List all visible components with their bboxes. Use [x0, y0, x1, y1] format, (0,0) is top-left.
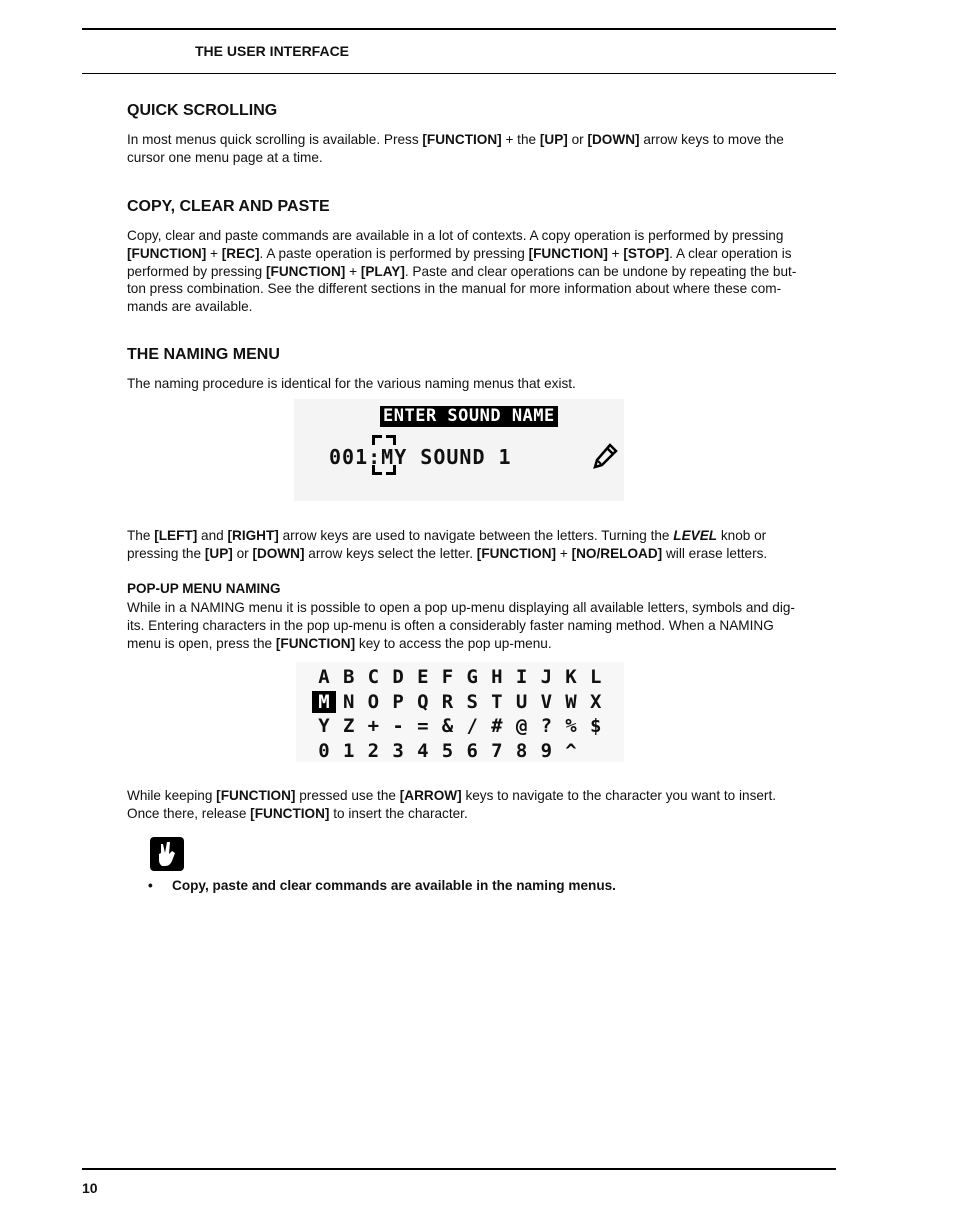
character-cell[interactable]: S [466, 690, 478, 713]
character-cell[interactable]: % [565, 715, 577, 737]
popup-naming-text: While in a NAMING menu it is possible to open a pop up-menu displaying all available letters, symbols and dig- its. Entering characters in the pop up-menu is often a considerably faster naming method. When a NAMING menu is open, press the [FUNCTION] key to access the pop up-menu. [127, 600, 795, 651]
character-cell[interactable]: 3 [392, 739, 404, 762]
character-cell[interactable]: 7 [491, 739, 503, 762]
character-cell[interactable]: / [466, 715, 478, 737]
character-cell[interactable]: R [441, 690, 454, 713]
character-cell[interactable]: X [589, 690, 602, 713]
character-cell[interactable]: G [466, 666, 478, 688]
character-cell[interactable]: O [367, 690, 380, 713]
character-cell[interactable]: 0 [318, 739, 330, 762]
character-cell[interactable]: A [318, 666, 330, 688]
character-cell[interactable]: P [392, 690, 404, 713]
naming-menu-intro: The naming procedure is identical for the various naming menus that exist. [127, 376, 576, 391]
character-cell[interactable]: W [565, 690, 577, 713]
section-heading-copy-clear-paste: COPY, CLEAR AND PASTE [127, 198, 330, 215]
popup-naming-instructions: While keeping [FUNCTION] pressed use the [ARROW] keys to navigate to the character you want to insert. Once there, release [FUNCTION] to insert the character. [127, 788, 777, 821]
top-rule-1 [82, 28, 836, 30]
character-cell[interactable]: 8 [515, 739, 528, 762]
naming-screen-title: ENTER SOUND NAME [380, 406, 558, 427]
naming-menu-description: The [LEFT] and [RIGHT] arrow keys are used to navigate between the letters. Turning the LEVEL knob or pressing the [UP] or [DOWN] arrow keys select the letter. [FUNCTION] + [NO/RELOAD] will erase letters. [127, 528, 768, 561]
character-cell[interactable]: J [540, 666, 553, 688]
character-cell[interactable]: C [367, 666, 380, 688]
character-cell[interactable]: H [491, 666, 503, 688]
character-cell[interactable]: - [392, 715, 404, 737]
quick-scrolling-text: In most menus quick scrolling is available. Press [FUNCTION] + the [UP] or [DOWN] arrow keys to move the cursor one menu page at a time. [127, 132, 784, 165]
character-cell[interactable]: B [342, 666, 355, 688]
character-cell[interactable]: N [342, 690, 355, 713]
character-cell[interactable]: 1 [342, 739, 355, 762]
character-cell[interactable]: + [367, 715, 380, 737]
copy-clear-paste-text: Copy, clear and paste commands are available in a lot of contexts. A copy operation is performed by pressing [FUNCTION] + [REC]. A paste operation is performed by pressing [FUNCTION] + [STOP]. A clear operation is performed by pressing [FUNCTION] + [PLAY]. Paste and clear operations can be undone by repeating the but- ton press combination. See the different sections in the manual for more information about where these com- mands are available. [127, 228, 797, 315]
character-cell[interactable]: K [565, 666, 577, 688]
character-cell[interactable]: @ [515, 715, 528, 737]
character-cell[interactable]: 9 [540, 739, 553, 762]
character-cell[interactable]: E [417, 666, 429, 688]
character-cell[interactable]: Z [342, 715, 355, 737]
character-cell[interactable]: T [491, 690, 503, 713]
peace-hand-icon [150, 837, 184, 871]
page-number: 10 [82, 1180, 98, 1196]
top-rule-2 [82, 73, 836, 74]
note-text: Copy, paste and clear commands are available in the naming menus. [172, 878, 616, 893]
character-cell[interactable]: Q [417, 690, 429, 713]
character-cell[interactable]: 4 [417, 739, 429, 762]
character-cell[interactable]: L [589, 666, 602, 688]
character-cell[interactable]: ? [540, 715, 553, 737]
character-cell[interactable]: V [540, 690, 553, 713]
section-heading-quick-scrolling: QUICK SCROLLING [127, 102, 278, 119]
running-head: THE USER INTERFACE [195, 43, 350, 59]
character-popup-menu [296, 662, 624, 762]
character-cell[interactable]: 2 [367, 739, 380, 762]
section-heading-naming-menu: THE NAMING MENU [127, 346, 280, 363]
subheading-popup-naming: POP-UP MENU NAMING [127, 581, 281, 596]
character-cell[interactable]: U [515, 690, 528, 713]
note-bullet: • [148, 878, 153, 893]
character-cell[interactable]: Y [318, 715, 330, 737]
naming-screen-name: 001:MY SOUND 1 [329, 445, 512, 469]
character-cell[interactable]: 6 [466, 739, 478, 762]
character-cell-selected[interactable]: M [312, 691, 336, 713]
character-cell[interactable]: 5 [441, 739, 454, 762]
character-cell[interactable]: ^ [565, 739, 577, 762]
pencil-icon [592, 443, 618, 469]
character-cell[interactable]: I [515, 666, 528, 688]
naming-screen [294, 399, 624, 501]
character-cell[interactable]: = [417, 715, 429, 737]
character-cell[interactable]: D [392, 666, 404, 688]
character-cell[interactable]: & [441, 715, 454, 737]
character-cell[interactable]: F [441, 666, 454, 688]
character-cell[interactable]: # [491, 715, 503, 737]
bottom-rule [82, 1168, 836, 1170]
character-cell[interactable]: $ [589, 715, 602, 737]
